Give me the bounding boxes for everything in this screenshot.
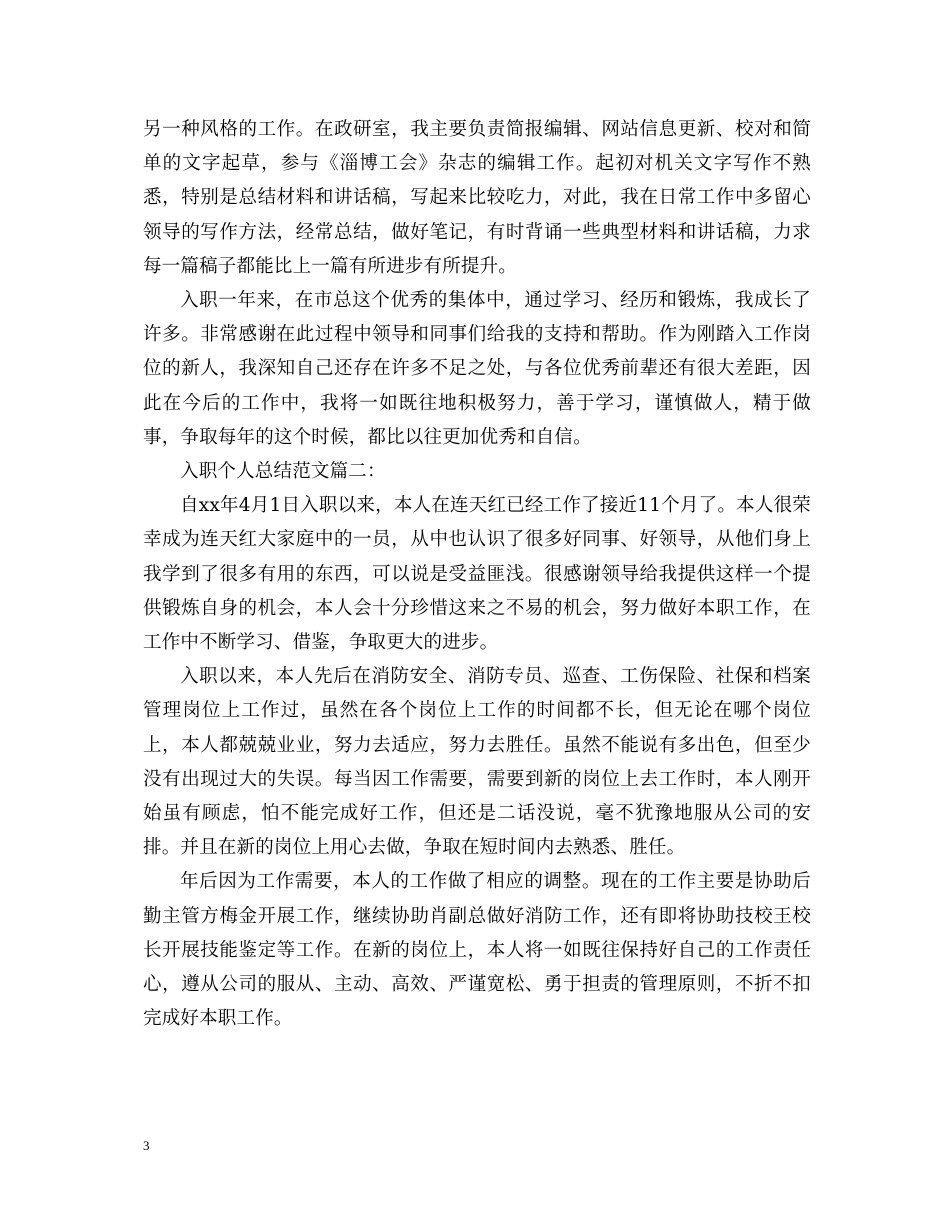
paragraph-3: 自xx年4月1日入职以来，本人在连天红已经工作了接近11个月了。本人很荣幸成为连天红大家庭中的一员，从中也认识了很多好同事、好领导，从他们身上我学到了很多有用的东西，可以说是受益匪浅。很感谢领导给我提供这样一个提供锻炼自身的机会，本人会十分珍惜这来之不易的机会，努力做好本职工作，在工作中不断学习、借鉴，争取更大的进步。 [143, 495, 811, 654]
page-number: 3 [143, 1138, 150, 1153]
paragraph-4: 入职以来，本人先后在消防安全、消防专员、巡查、工伤保险、社保和档案管理岗位上工作过，虽然在各个岗位上工作的时间都不长，但无论在哪个岗位上，本人都兢兢业业，努力去适应，努力去胜任。虽然不能说有多出色，但至少没有出现过大的失误。每当因工作需要，需要到新的岗位上去工作时，本人刚开始虽有顾虑，怕不能完成好工作，但还是二话没说，毫不犹豫地服从公司的安排。并且在新的岗位上用心去做，争取在短时间内去熟悉、胜任。 [143, 666, 811, 859]
paragraph-5: 年后因为工作需要，本人的工作做了相应的调整。现在的工作主要是协助后勤主管方梅金开展工作，继续协助肖副总做好消防工作，还有即将协助技校王校长开展技能鉴定等工作。在新的岗位上，本人将一如既往保持好自己的工作责任心，遵从公司的服从、主动、高效、严谨宽松、勇于担责的管理原则，不折不扣完成好本职工作。 [143, 871, 811, 1030]
document-body [143, 113, 811, 1036]
paragraph-2: 入职一年来，在市总这个优秀的集体中，通过学习、经历和锻炼，我成长了许多。非常感谢在此过程中领导和同事们给我的支持和帮助。作为刚踏入工作岗位的新人，我深知自己还存在许多不足之处，与各位优秀前辈还有很大差距，因此在今后的工作中，我将一如既往地积极努力，善于学习，谨慎做人，精于做事，争取每年的这个时候，都比以往更加优秀和自信。 [143, 290, 811, 448]
section-heading: 入职个人总结范文篇二： [180, 461, 386, 483]
paragraph-1: 另一种风格的工作。在政研室，我主要负责简报编辑、网站信息更新、校对和简单的文字起草，参与《淄博工会》杂志的编辑工作。起初对机关文字写作不熟悉，特别是总结材料和讲话稿，写起来比较吃力，对此，我在日常工作中多留心领导的写作方法，经常总结，做好笔记，有时背诵一些典型材料和讲话稿，力求每一篇稿子都能比上一篇有所进步有所提升。 [143, 119, 811, 277]
